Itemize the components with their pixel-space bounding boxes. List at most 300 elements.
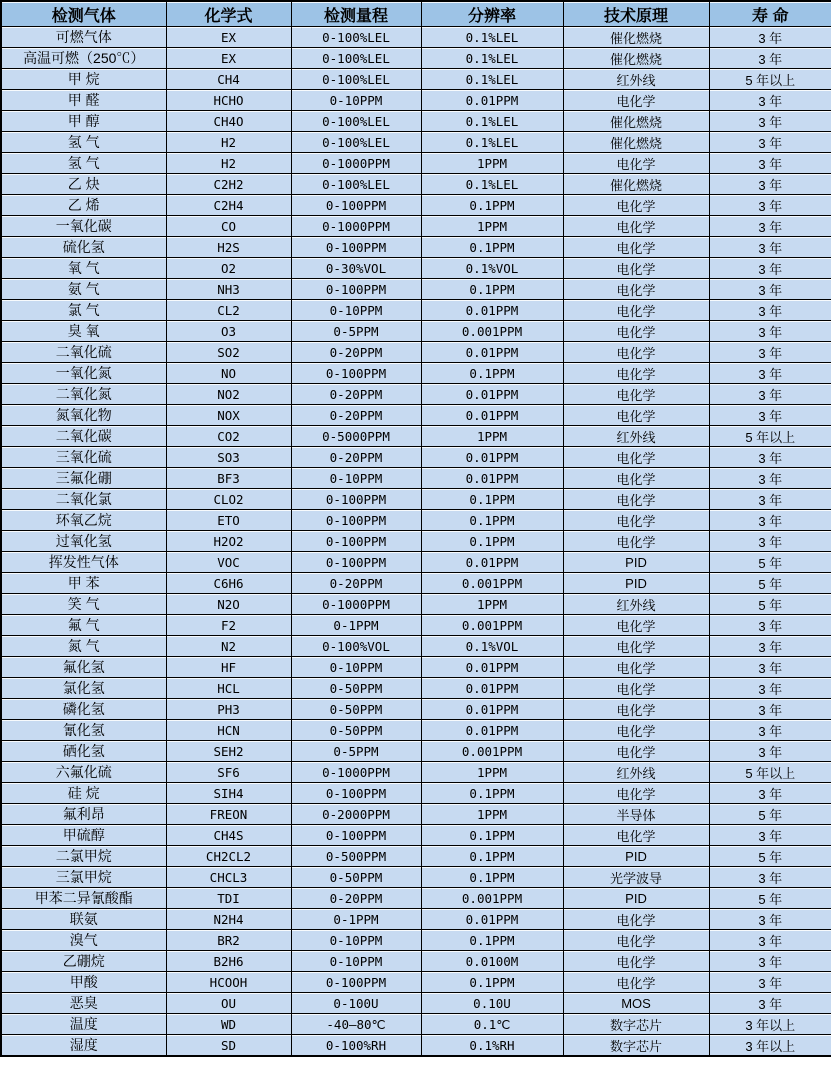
formula-cell: NO2 <box>166 384 291 405</box>
lifespan-cell: 3 年 <box>709 531 831 552</box>
formula-cell: H2S <box>166 237 291 258</box>
range-cell: 0-100%RH <box>291 1035 421 1057</box>
gas-name-cell: 硫化氢 <box>1 237 166 258</box>
principle-cell: 电化学 <box>563 741 709 762</box>
principle-cell: 电化学 <box>563 720 709 741</box>
table-row <box>1 552 831 573</box>
table-row <box>1 951 831 972</box>
principle-cell: 电化学 <box>563 510 709 531</box>
lifespan-cell: 3 年 <box>709 867 831 888</box>
formula-cell: BR2 <box>166 930 291 951</box>
gas-name-cell: 环氧乙烷 <box>1 510 166 531</box>
table-row <box>1 867 831 888</box>
lifespan-cell: 3 年 <box>709 510 831 531</box>
gas-name-cell: 氧 气 <box>1 258 166 279</box>
lifespan-cell: 5 年 <box>709 594 831 615</box>
resolution-cell: 1PPM <box>421 153 563 174</box>
table-row <box>1 321 831 342</box>
resolution-cell: 0.1%LEL <box>421 48 563 69</box>
gas-name-cell: 甲 醇 <box>1 111 166 132</box>
lifespan-cell: 5 年 <box>709 888 831 909</box>
lifespan-cell: 3 年 <box>709 783 831 804</box>
table-row <box>1 531 831 552</box>
lifespan-cell: 3 年 <box>709 90 831 111</box>
principle-cell: 电化学 <box>563 783 709 804</box>
gas-name-cell: 高温可燃（250℃） <box>1 48 166 69</box>
gas-name-cell: 氰化氢 <box>1 720 166 741</box>
resolution-cell: 0.01PPM <box>421 468 563 489</box>
table-row <box>1 300 831 321</box>
resolution-cell: 0.001PPM <box>421 615 563 636</box>
table-row <box>1 972 831 993</box>
gas-name-cell: 甲苯二异氰酸酯 <box>1 888 166 909</box>
formula-cell: NOX <box>166 405 291 426</box>
formula-cell: O3 <box>166 321 291 342</box>
range-cell: 0-10PPM <box>291 951 421 972</box>
principle-cell: 红外线 <box>563 69 709 90</box>
lifespan-cell: 3 年 <box>709 363 831 384</box>
gas-name-cell: 联氨 <box>1 909 166 930</box>
principle-cell: 电化学 <box>563 531 709 552</box>
range-cell: 0-100PPM <box>291 825 421 846</box>
column-header-lifespan: 寿 命 <box>709 1 831 27</box>
principle-cell: 电化学 <box>563 237 709 258</box>
principle-cell: 电化学 <box>563 699 709 720</box>
table-row <box>1 909 831 930</box>
resolution-cell: 0.01PPM <box>421 720 563 741</box>
resolution-cell: 0.1PPM <box>421 930 563 951</box>
lifespan-cell: 3 年 <box>709 909 831 930</box>
formula-cell: C2H4 <box>166 195 291 216</box>
principle-cell: 电化学 <box>563 615 709 636</box>
range-cell: 0-100PPM <box>291 363 421 384</box>
table-row <box>1 636 831 657</box>
lifespan-cell: 3 年以上 <box>709 1014 831 1035</box>
table-row <box>1 468 831 489</box>
resolution-cell: 0.1%RH <box>421 1035 563 1057</box>
formula-cell: H2O2 <box>166 531 291 552</box>
formula-cell: N2 <box>166 636 291 657</box>
principle-cell: 电化学 <box>563 405 709 426</box>
formula-cell: OU <box>166 993 291 1014</box>
table-row <box>1 27 831 48</box>
resolution-cell: 0.001PPM <box>421 573 563 594</box>
table-row <box>1 405 831 426</box>
lifespan-cell: 3 年 <box>709 972 831 993</box>
lifespan-cell: 3 年 <box>709 132 831 153</box>
gas-name-cell: 三氟化硼 <box>1 468 166 489</box>
gas-name-cell: 磷化氢 <box>1 699 166 720</box>
resolution-cell: 0.1PPM <box>421 363 563 384</box>
table-row <box>1 657 831 678</box>
resolution-cell: 0.01PPM <box>421 90 563 111</box>
range-cell: 0-1PPM <box>291 909 421 930</box>
table-row <box>1 48 831 69</box>
table-row <box>1 69 831 90</box>
table-row <box>1 1014 831 1035</box>
principle-cell: 电化学 <box>563 279 709 300</box>
formula-cell: TDI <box>166 888 291 909</box>
range-cell: 0-30%VOL <box>291 258 421 279</box>
principle-cell: 电化学 <box>563 384 709 405</box>
resolution-cell: 1PPM <box>421 594 563 615</box>
principle-cell: 催化燃烧 <box>563 174 709 195</box>
table-row <box>1 720 831 741</box>
range-cell: -40—80℃ <box>291 1014 421 1035</box>
resolution-cell: 0.1PPM <box>421 195 563 216</box>
range-cell: 0-5PPM <box>291 321 421 342</box>
principle-cell: 电化学 <box>563 153 709 174</box>
lifespan-cell: 3 年 <box>709 741 831 762</box>
range-cell: 0-500PPM <box>291 846 421 867</box>
principle-cell: 电化学 <box>563 447 709 468</box>
formula-cell: HCL <box>166 678 291 699</box>
resolution-cell: 0.1%LEL <box>421 27 563 48</box>
range-cell: 0-1000PPM <box>291 762 421 783</box>
lifespan-cell: 3 年 <box>709 993 831 1014</box>
lifespan-cell: 3 年 <box>709 216 831 237</box>
range-cell: 0-10PPM <box>291 657 421 678</box>
lifespan-cell: 3 年以上 <box>709 1035 831 1057</box>
principle-cell: 电化学 <box>563 930 709 951</box>
range-cell: 0-20PPM <box>291 888 421 909</box>
resolution-cell: 0.1PPM <box>421 531 563 552</box>
lifespan-cell: 3 年 <box>709 636 831 657</box>
gas-name-cell: 可燃气体 <box>1 27 166 48</box>
resolution-cell: 0.001PPM <box>421 888 563 909</box>
table-header <box>1 1 831 27</box>
range-cell: 0-10PPM <box>291 300 421 321</box>
gas-name-cell: 甲 烷 <box>1 69 166 90</box>
lifespan-cell: 3 年 <box>709 405 831 426</box>
lifespan-cell: 3 年 <box>709 468 831 489</box>
table-row <box>1 699 831 720</box>
gas-name-cell: 二氧化碳 <box>1 426 166 447</box>
formula-cell: H2 <box>166 153 291 174</box>
gas-name-cell: 乙 烯 <box>1 195 166 216</box>
principle-cell: 电化学 <box>563 468 709 489</box>
formula-cell: B2H6 <box>166 951 291 972</box>
formula-cell: ETO <box>166 510 291 531</box>
formula-cell: H2 <box>166 132 291 153</box>
lifespan-cell: 3 年 <box>709 111 831 132</box>
range-cell: 0-20PPM <box>291 405 421 426</box>
formula-cell: O2 <box>166 258 291 279</box>
range-cell: 0-100%LEL <box>291 174 421 195</box>
lifespan-cell: 5 年以上 <box>709 426 831 447</box>
range-cell: 0-100%LEL <box>291 48 421 69</box>
formula-cell: SD <box>166 1035 291 1057</box>
resolution-cell: 1PPM <box>421 426 563 447</box>
range-cell: 0-100%LEL <box>291 27 421 48</box>
lifespan-cell: 3 年 <box>709 258 831 279</box>
range-cell: 0-100PPM <box>291 489 421 510</box>
principle-cell: PID <box>563 552 709 573</box>
lifespan-cell: 3 年 <box>709 720 831 741</box>
gas-name-cell: 过氧化氢 <box>1 531 166 552</box>
table-row <box>1 741 831 762</box>
range-cell: 0-100PPM <box>291 510 421 531</box>
gas-name-cell: 湿度 <box>1 1035 166 1057</box>
principle-cell: 数字芯片 <box>563 1035 709 1057</box>
range-cell: 0-100PPM <box>291 279 421 300</box>
table-body <box>1 27 831 1057</box>
gas-name-cell: 二氧化氮 <box>1 384 166 405</box>
principle-cell: 催化燃烧 <box>563 27 709 48</box>
table-row <box>1 195 831 216</box>
range-cell: 0-100PPM <box>291 783 421 804</box>
table-row <box>1 426 831 447</box>
principle-cell: 电化学 <box>563 657 709 678</box>
range-cell: 0-100PPM <box>291 531 421 552</box>
range-cell: 0-10PPM <box>291 468 421 489</box>
lifespan-cell: 3 年 <box>709 300 831 321</box>
formula-cell: CH4S <box>166 825 291 846</box>
table-row <box>1 384 831 405</box>
formula-cell: EX <box>166 48 291 69</box>
gas-name-cell: 硅 烷 <box>1 783 166 804</box>
range-cell: 0-1000PPM <box>291 594 421 615</box>
range-cell: 0-100%LEL <box>291 69 421 90</box>
table-row <box>1 279 831 300</box>
resolution-cell: 0.1PPM <box>421 846 563 867</box>
lifespan-cell: 5 年 <box>709 846 831 867</box>
resolution-cell: 0.001PPM <box>421 321 563 342</box>
gas-name-cell: 三氧化硫 <box>1 447 166 468</box>
gas-name-cell: 甲酸 <box>1 972 166 993</box>
range-cell: 0-50PPM <box>291 867 421 888</box>
formula-cell: HF <box>166 657 291 678</box>
resolution-cell: 0.10U <box>421 993 563 1014</box>
gas-name-cell: 挥发性气体 <box>1 552 166 573</box>
table-row <box>1 825 831 846</box>
formula-cell: SIH4 <box>166 783 291 804</box>
principle-cell: 催化燃烧 <box>563 132 709 153</box>
principle-cell: 电化学 <box>563 825 709 846</box>
gas-name-cell: 甲硫醇 <box>1 825 166 846</box>
table-row <box>1 993 831 1014</box>
principle-cell: 数字芯片 <box>563 1014 709 1035</box>
principle-cell: 电化学 <box>563 90 709 111</box>
column-header-range: 检测量程 <box>291 1 421 27</box>
resolution-cell: 0.01PPM <box>421 909 563 930</box>
table-row <box>1 363 831 384</box>
resolution-cell: 0.01PPM <box>421 552 563 573</box>
range-cell: 0-100%LEL <box>291 132 421 153</box>
gas-name-cell: 二氧化硫 <box>1 342 166 363</box>
table-row <box>1 930 831 951</box>
resolution-cell: 1PPM <box>421 804 563 825</box>
principle-cell: 电化学 <box>563 342 709 363</box>
table-row <box>1 1035 831 1057</box>
range-cell: 0-50PPM <box>291 678 421 699</box>
resolution-cell: 0.1PPM <box>421 825 563 846</box>
principle-cell: 电化学 <box>563 195 709 216</box>
lifespan-cell: 5 年 <box>709 573 831 594</box>
gas-name-cell: 臭 氧 <box>1 321 166 342</box>
lifespan-cell: 5 年以上 <box>709 69 831 90</box>
lifespan-cell: 3 年 <box>709 699 831 720</box>
lifespan-cell: 3 年 <box>709 279 831 300</box>
principle-cell: 电化学 <box>563 636 709 657</box>
range-cell: 0-50PPM <box>291 699 421 720</box>
resolution-cell: 0.1%VOL <box>421 636 563 657</box>
range-cell: 0-50PPM <box>291 720 421 741</box>
formula-cell: PH3 <box>166 699 291 720</box>
lifespan-cell: 3 年 <box>709 237 831 258</box>
gas-name-cell: 乙 炔 <box>1 174 166 195</box>
formula-cell: CO2 <box>166 426 291 447</box>
gas-name-cell: 氟 气 <box>1 615 166 636</box>
lifespan-cell: 3 年 <box>709 825 831 846</box>
resolution-cell: 1PPM <box>421 216 563 237</box>
gas-name-cell: 溴气 <box>1 930 166 951</box>
formula-cell: N2H4 <box>166 909 291 930</box>
resolution-cell: 0.1PPM <box>421 783 563 804</box>
table-row <box>1 132 831 153</box>
lifespan-cell: 3 年 <box>709 195 831 216</box>
resolution-cell: 0.1PPM <box>421 867 563 888</box>
column-header-formula: 化学式 <box>166 1 291 27</box>
formula-cell: SEH2 <box>166 741 291 762</box>
resolution-cell: 1PPM <box>421 762 563 783</box>
lifespan-cell: 3 年 <box>709 615 831 636</box>
lifespan-cell: 3 年 <box>709 930 831 951</box>
table-row <box>1 153 831 174</box>
principle-cell: PID <box>563 846 709 867</box>
range-cell: 0-1000PPM <box>291 153 421 174</box>
gas-name-cell: 氢 气 <box>1 132 166 153</box>
principle-cell: 电化学 <box>563 972 709 993</box>
principle-cell: 电化学 <box>563 216 709 237</box>
gas-name-cell: 氯 气 <box>1 300 166 321</box>
table-row <box>1 510 831 531</box>
principle-cell: 电化学 <box>563 951 709 972</box>
principle-cell: 红外线 <box>563 762 709 783</box>
lifespan-cell: 3 年 <box>709 384 831 405</box>
principle-cell: 半导体 <box>563 804 709 825</box>
principle-cell: 催化燃烧 <box>563 111 709 132</box>
principle-cell: MOS <box>563 993 709 1014</box>
lifespan-cell: 3 年 <box>709 27 831 48</box>
principle-cell: PID <box>563 573 709 594</box>
range-cell: 0-1PPM <box>291 615 421 636</box>
range-cell: 0-100PPM <box>291 237 421 258</box>
range-cell: 0-10PPM <box>291 90 421 111</box>
range-cell: 0-100U <box>291 993 421 1014</box>
resolution-cell: 0.1PPM <box>421 972 563 993</box>
resolution-cell: 0.01PPM <box>421 405 563 426</box>
formula-cell: HCHO <box>166 90 291 111</box>
resolution-cell: 0.01PPM <box>421 678 563 699</box>
table-row <box>1 216 831 237</box>
resolution-cell: 0.1PPM <box>421 237 563 258</box>
table-row <box>1 447 831 468</box>
principle-cell: 电化学 <box>563 321 709 342</box>
principle-cell: 催化燃烧 <box>563 48 709 69</box>
lifespan-cell: 5 年 <box>709 552 831 573</box>
lifespan-cell: 3 年 <box>709 951 831 972</box>
resolution-cell: 0.001PPM <box>421 741 563 762</box>
formula-cell: CO <box>166 216 291 237</box>
gas-name-cell: 氢 气 <box>1 153 166 174</box>
range-cell: 0-100%LEL <box>291 111 421 132</box>
resolution-cell: 0.01PPM <box>421 447 563 468</box>
principle-cell: 电化学 <box>563 363 709 384</box>
principle-cell: 电化学 <box>563 489 709 510</box>
principle-cell: 电化学 <box>563 258 709 279</box>
range-cell: 0-10PPM <box>291 930 421 951</box>
resolution-cell: 0.1%LEL <box>421 132 563 153</box>
gas-name-cell: 甲 醛 <box>1 90 166 111</box>
gas-name-cell: 温度 <box>1 1014 166 1035</box>
gas-name-cell: 氯化氢 <box>1 678 166 699</box>
lifespan-cell: 3 年 <box>709 48 831 69</box>
table-row <box>1 258 831 279</box>
gas-name-cell: 六氟化硫 <box>1 762 166 783</box>
range-cell: 0-100PPM <box>291 195 421 216</box>
resolution-cell: 0.1%LEL <box>421 69 563 90</box>
gas-name-cell: 乙硼烷 <box>1 951 166 972</box>
gas-name-cell: 一氧化碳 <box>1 216 166 237</box>
resolution-cell: 0.1PPM <box>421 489 563 510</box>
formula-cell: C2H2 <box>166 174 291 195</box>
range-cell: 0-20PPM <box>291 447 421 468</box>
gas-name-cell: 氮 气 <box>1 636 166 657</box>
range-cell: 0-5PPM <box>291 741 421 762</box>
gas-name-cell: 氟化氢 <box>1 657 166 678</box>
resolution-cell: 0.01PPM <box>421 300 563 321</box>
resolution-cell: 0.01PPM <box>421 384 563 405</box>
lifespan-cell: 5 年 <box>709 804 831 825</box>
range-cell: 0-20PPM <box>291 342 421 363</box>
lifespan-cell: 3 年 <box>709 174 831 195</box>
lifespan-cell: 3 年 <box>709 657 831 678</box>
table-row <box>1 762 831 783</box>
table-row <box>1 342 831 363</box>
formula-cell: NH3 <box>166 279 291 300</box>
principle-cell: 电化学 <box>563 300 709 321</box>
gas-name-cell: 笑 气 <box>1 594 166 615</box>
table-row <box>1 615 831 636</box>
gas-name-cell: 二氧化氯 <box>1 489 166 510</box>
formula-cell: WD <box>166 1014 291 1035</box>
range-cell: 0-2000PPM <box>291 804 421 825</box>
gas-name-cell: 恶臭 <box>1 993 166 1014</box>
resolution-cell: 0.1%VOL <box>421 258 563 279</box>
range-cell: 0-20PPM <box>291 384 421 405</box>
formula-cell: EX <box>166 27 291 48</box>
resolution-cell: 0.1%LEL <box>421 111 563 132</box>
column-header-resolution: 分辨率 <box>421 1 563 27</box>
principle-cell: 红外线 <box>563 426 709 447</box>
range-cell: 0-1000PPM <box>291 216 421 237</box>
range-cell: 0-5000PPM <box>291 426 421 447</box>
lifespan-cell: 3 年 <box>709 321 831 342</box>
table-row <box>1 489 831 510</box>
formula-cell: CL2 <box>166 300 291 321</box>
formula-cell: F2 <box>166 615 291 636</box>
gas-name-cell: 氟利昂 <box>1 804 166 825</box>
formula-cell: CH2CL2 <box>166 846 291 867</box>
gas-name-cell: 氮氧化物 <box>1 405 166 426</box>
formula-cell: HCOOH <box>166 972 291 993</box>
table-row <box>1 888 831 909</box>
resolution-cell: 0.01PPM <box>421 657 563 678</box>
gas-name-cell: 二氯甲烷 <box>1 846 166 867</box>
column-header-gas: 检测气体 <box>1 1 166 27</box>
formula-cell: HCN <box>166 720 291 741</box>
